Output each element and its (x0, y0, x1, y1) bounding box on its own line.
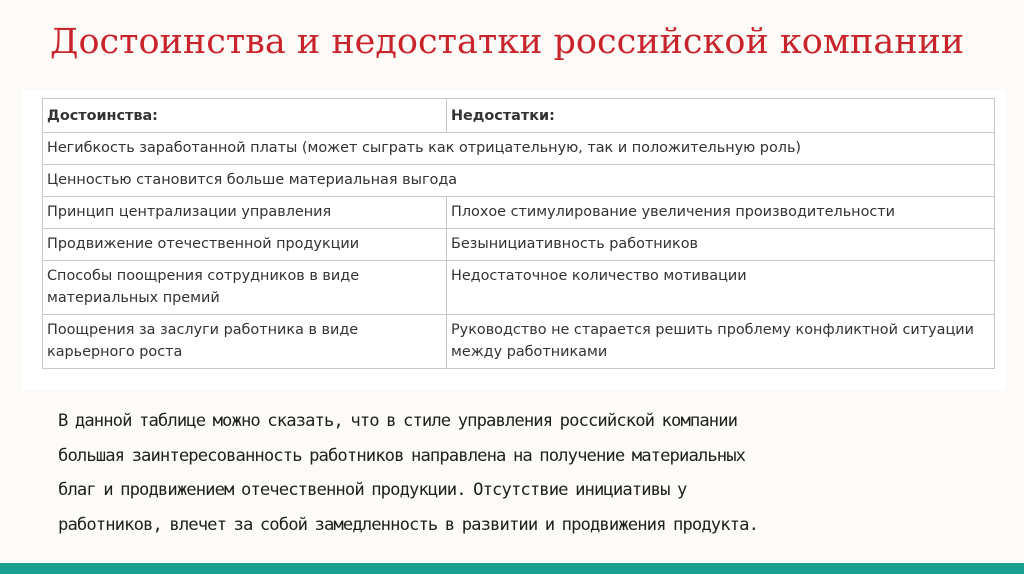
table-cell-disadvantage: Плохое стимулирование увеличения производительности (447, 197, 995, 229)
table-cell-advantage: Способы поощрения сотрудников в виде материальных премий (43, 261, 447, 315)
paragraph-line: благ и продвижением отечественной продукции. Отсутствие инициативы у (58, 480, 687, 500)
table-cell-advantage: Принцип централизации управления (43, 197, 447, 229)
table-row (43, 229, 995, 261)
paragraph-line: В данной таблице можно сказать, что в стиле управления российской компании (58, 411, 738, 431)
table-row (43, 165, 995, 197)
header-disadvantages: Недостатки: (447, 99, 995, 133)
header-advantages: Достоинства: (43, 99, 447, 133)
summary-paragraph (58, 404, 1008, 542)
table-header-row (43, 99, 995, 133)
table-cell-merged: Ценностью становится больше материальная выгода (43, 165, 995, 197)
table-row (43, 315, 995, 369)
paragraph-line: большая заинтересованность работников направлена на получение материальных (58, 445, 746, 466)
slide-title: Достоинства и недостатки российской компании (50, 22, 965, 62)
paragraph-line: работников, влечет за собой замедленность в развитии и продвижения продукта. (58, 514, 759, 535)
table-cell-disadvantage: Безынициативность работников (447, 229, 995, 261)
comparison-table (42, 98, 995, 369)
table-cell-merged: Негибкость заработанной платы (может сыграть как отрицательную, так и положительную роль) (43, 133, 995, 165)
table-cell-disadvantage: Руководство не старается решить проблему конфликтной ситуации между работниками (447, 315, 995, 369)
bottom-accent-bar (0, 563, 1024, 574)
table-row (43, 133, 995, 165)
table-row (43, 197, 995, 229)
table-row (43, 261, 995, 315)
table-cell-disadvantage: Недостаточное количество мотивации (447, 261, 995, 315)
table-cell-advantage: Продвижение отечественной продукции (43, 229, 447, 261)
table-cell-advantage: Поощрения за заслуги работника в виде карьерного роста (43, 315, 447, 369)
